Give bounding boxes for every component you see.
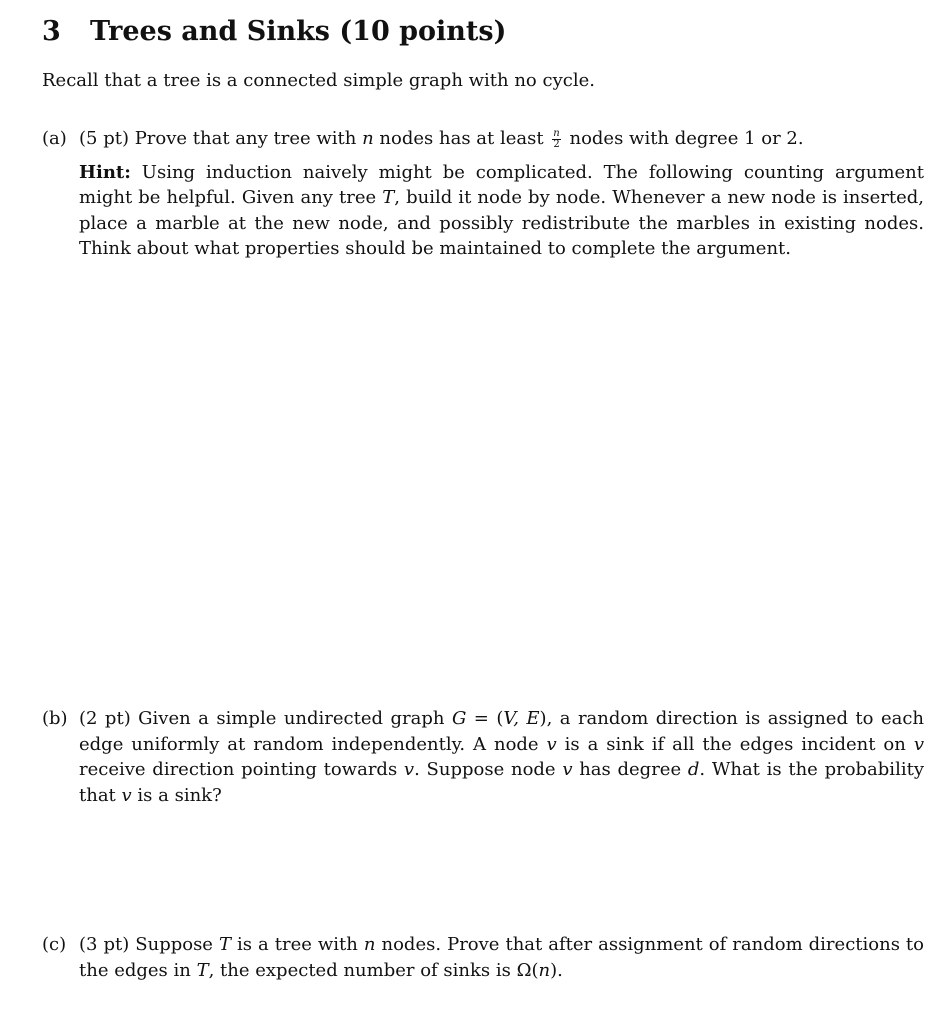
text-segment: Using induction naively might be complicated. The following counting argument might be helpful. Given any tree — [79, 161, 924, 208]
text-segment: (3 pt) Suppose — [79, 934, 219, 955]
section-number: 3 — [42, 16, 61, 47]
text-segment: receive direction pointing towards — [79, 759, 404, 780]
math-var: n — [538, 959, 551, 981]
math-var: n — [363, 934, 376, 955]
problem-a — [42, 126, 924, 262]
math-var: v — [546, 733, 557, 755]
fraction-numerator: n — [553, 127, 560, 139]
math-var: T — [218, 934, 231, 955]
problem-a-label: (a) — [42, 128, 67, 149]
text-segment: , the expected number of sinks is Ω( — [208, 959, 539, 981]
text-segment: ), a random direction is assigned to each edge uniformly at random independently. A node — [79, 708, 925, 755]
text-segment: nodes with degree 1 or 2. — [563, 128, 804, 149]
text-segment: (2 pt) Given a simple undirected graph — [79, 708, 452, 729]
text-segment: is a sink? — [131, 784, 222, 806]
text-segment: (5 pt) Prove that any tree with — [79, 128, 363, 149]
math-var: v — [403, 759, 415, 780]
problem-a-statement — [79, 126, 924, 152]
problem-c-label: (c) — [42, 934, 67, 955]
hint-label: Hint: — [79, 161, 131, 183]
text-segment: nodes. Prove that after assignment of random directions to the edges in — [79, 934, 925, 981]
math-var: n — [362, 128, 374, 149]
problem-c — [42, 932, 924, 983]
text-segment: = ( — [466, 708, 504, 729]
text-segment: has degree — [572, 759, 688, 780]
text-segment: . What is the probability that — [79, 759, 924, 806]
text-segment: , build it node by node. Whenever a new node is inserted, place a marble at the new node, and possibly redistribute the marbles in existing nodes. Think about what properties should be maintained to complete the argument. — [79, 187, 925, 259]
fraction-n-over-2 — [552, 129, 560, 150]
math-var: v — [562, 759, 573, 780]
math-var: V, E — [503, 708, 540, 729]
text-segment: is a sink if all the edges incident on — [556, 733, 914, 755]
section-title — [42, 16, 506, 48]
text-segment: . Suppose node — [414, 759, 563, 780]
math-var: T — [382, 187, 395, 208]
section-title-text: Trees and Sinks (10 points) — [90, 16, 507, 47]
math-var: T — [196, 959, 209, 981]
math-var: v — [121, 784, 132, 806]
text-segment: ). — [550, 959, 563, 981]
problem-b-label: (b) — [42, 708, 68, 729]
text-segment: is a tree with — [231, 934, 364, 955]
problem-a-hint — [79, 160, 924, 262]
fraction-denominator: 2 — [553, 138, 560, 150]
math-var: G — [451, 708, 467, 729]
math-var: d — [687, 759, 700, 780]
intro-paragraph: Recall that a tree is a connected simple graph with no cycle. — [42, 70, 595, 91]
problem-b — [42, 706, 924, 808]
problem-b-statement — [79, 706, 924, 808]
text-segment: nodes has at least — [373, 128, 550, 149]
problem-c-statement — [79, 932, 924, 983]
math-var: v — [913, 733, 924, 755]
